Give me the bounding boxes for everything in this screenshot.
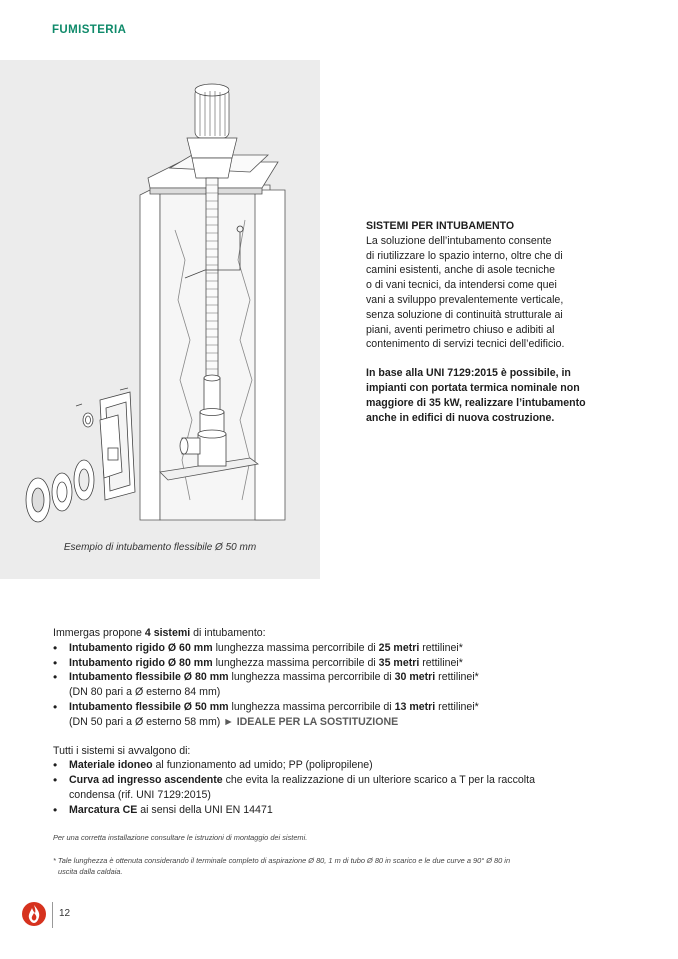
system-text: lunghezza massima percorribile di: [212, 641, 379, 654]
features-list: [53, 758, 633, 817]
system-suffix: rettilinei*: [435, 700, 479, 713]
systems-section: [53, 626, 633, 818]
system-text: lunghezza massima percorribile di: [212, 656, 379, 669]
features-intro: Tutti i sistemi si avvalgono di:: [53, 744, 191, 757]
list-item: [53, 758, 633, 773]
list-item: [53, 656, 633, 671]
chimney-intubation-illustration: [0, 60, 320, 530]
page-number: 12: [59, 908, 71, 919]
feature-name: Materiale idoneo: [69, 759, 153, 772]
intro-line: senza soluzione di continuità strutturale ai: [366, 308, 563, 321]
flame-logo-icon: [21, 901, 47, 932]
system-suffix: rettilinei*: [435, 671, 479, 684]
system-length: 13 metri: [394, 700, 436, 713]
system-length: 25 metri: [378, 641, 420, 654]
list-item: [53, 670, 633, 700]
system-text: lunghezza massima percorribile di: [228, 700, 395, 713]
system-length: 35 metri: [378, 656, 420, 669]
feature-name: Curva ad ingresso ascendente: [69, 774, 223, 787]
length-footnote-line: uscita dalla caldaia.: [58, 867, 123, 876]
feature-text: al funzionamento ad umido; PP (polipropilene): [152, 759, 373, 772]
system-length: 30 metri: [394, 671, 436, 684]
intro-line: o di vani tecnici, da intendersi come quei: [366, 279, 557, 292]
footer-divider: [52, 902, 53, 928]
intro-line: contenimento di servizi tecnici dell’edificio.: [366, 338, 565, 351]
system-name: Intubamento rigido Ø 60 mm: [69, 641, 213, 654]
system-suffix: rettilinei*: [419, 656, 463, 669]
list-item: [53, 700, 633, 730]
list-item: [53, 773, 633, 803]
intro-column: [366, 219, 628, 425]
regulation-line: In base alla UNI 7129:2015 è possibile, in: [366, 367, 571, 380]
intro-line: camini esistenti, anche di asole tecniche: [366, 264, 556, 277]
list-item: [53, 641, 633, 656]
intro-paragraph: [366, 234, 628, 352]
intro-line: di riutilizzare lo spazio interno, oltre che di: [366, 249, 563, 262]
system-name: Intubamento rigido Ø 80 mm: [69, 656, 213, 669]
system-name: Intubamento flessibile Ø 80 mm: [69, 671, 229, 684]
system-note-row: [69, 715, 633, 730]
figure-panel: [0, 60, 320, 579]
feature-text: che evita la realizzazione di un ulteriore scarico a T per la raccolta: [222, 774, 535, 787]
systems-list: [53, 641, 633, 730]
systems-intro-text: di intubamento:: [190, 627, 266, 639]
systems-count: 4 sistemi: [144, 627, 191, 639]
length-footnote-line: * Tale lunghezza è ottenuta considerando il terminale completo di aspirazione Ø 80, 1 m di tubo Ø 80 in scarico e le due curve a 90° Ø 80 in: [53, 856, 511, 865]
feature-name: Marcatura CE: [69, 803, 138, 816]
installation-footnote: Per una corretta installazione consultare le istruzioni di montaggio dei sistemi.: [53, 833, 308, 842]
systems-intro-text: Immergas propone: [53, 627, 145, 639]
ideal-tag: ► IDEALE PER LA SOSTITUZIONE: [223, 715, 399, 728]
systems-intro: [53, 626, 633, 641]
system-note: (DN 50 pari a Ø esterno 58 mm): [69, 715, 224, 728]
section-label: FUMISTERIA: [52, 24, 127, 36]
intro-line: vani a sviluppo prevalentemente verticale,: [366, 293, 564, 306]
system-name: Intubamento flessibile Ø 50 mm: [69, 700, 229, 713]
intro-line: La soluzione dell’intubamento consente: [366, 234, 552, 247]
intro-line: piani, aventi perimetro chiuso e adibiti al: [366, 323, 555, 336]
regulation-paragraph: [366, 366, 628, 425]
regulation-line: maggiore di 35 kW, realizzare l’intubamento: [366, 396, 586, 409]
intro-title: SISTEMI PER INTUBAMENTO: [366, 220, 515, 232]
regulation-line: impianti con portata termica nominale non: [366, 381, 580, 394]
system-text: lunghezza massima percorribile di: [228, 671, 395, 684]
length-footnote: [53, 855, 623, 877]
list-item: [53, 803, 633, 818]
feature-text: ai sensi della UNI EN 14471: [137, 803, 273, 816]
system-suffix: rettilinei*: [419, 641, 463, 654]
figure-caption: Esempio di intubamento flessibile Ø 50 mm: [63, 542, 257, 553]
regulation-line: anche in edifici di nuova costruzione.: [366, 411, 555, 424]
feature-text: condensa (rif. UNI 7129:2015): [69, 788, 211, 801]
system-note: (DN 80 pari a Ø esterno 84 mm): [69, 686, 221, 699]
